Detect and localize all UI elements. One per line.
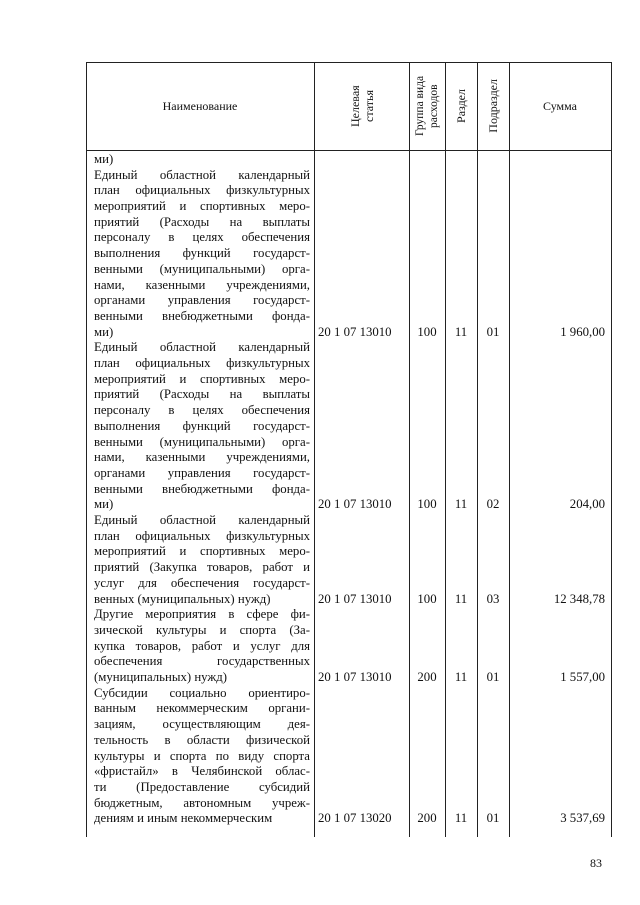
col-border-right [611, 62, 612, 837]
header-group [409, 62, 445, 150]
row-name-line: (муниципальных) нужд) [94, 670, 228, 685]
row-group-code: 200 [417, 670, 437, 685]
row-name-line: зической культуры и спорта (За- [94, 622, 310, 637]
row-name-line: выполнения функций государст- [94, 418, 310, 433]
row-name-line: дениям и иным некоммерческим [94, 811, 273, 826]
row-name-line: приятий (Расходы на выплаты [94, 214, 310, 229]
row-group-code: 100 [417, 497, 437, 512]
row-name-line: культуры и спорта по виду спорта [94, 748, 310, 763]
row-sum: 1 960,00 [560, 324, 605, 339]
row-name-line: «фристайл» в Челябинской облас- [94, 764, 310, 779]
row-section-code: 11 [454, 670, 468, 685]
header-section-text: Раздел [454, 89, 468, 123]
header-name-text: Наименование [162, 99, 238, 113]
row-name-line: персоналу в целях обеспечения [94, 403, 310, 418]
header-sum-text: Сумма [543, 99, 577, 113]
row-sum: 3 537,69 [560, 811, 605, 826]
row-name-line: приятий (Расходы на выплаты [94, 387, 310, 402]
col-border-target [409, 62, 410, 837]
header-target-text: Целевая статья [347, 85, 376, 127]
row-name-line: выполнения функций государст- [94, 246, 310, 261]
row-name-line: персоналу в целях обеспечения [94, 230, 310, 245]
row-name-line: услуг для обеспечения государст- [94, 575, 310, 590]
row-group-code: 100 [417, 591, 437, 606]
row-name-line: ванным некоммерческим органи- [94, 701, 310, 716]
row-name-line: органами управления государст- [94, 465, 310, 480]
header-subsection [477, 62, 509, 150]
row-name-line: приятий (Закупка товаров, работ и [94, 560, 310, 575]
header-bottom-border [86, 150, 612, 151]
row-name-line: мероприятий и спортивных меро- [94, 544, 310, 559]
row-name-line: план официальных физкультурных [94, 356, 310, 371]
row-name-line: план официальных физкультурных [94, 528, 310, 543]
row-name-line: мероприятий и спортивных меро- [94, 199, 310, 214]
row-group-code: 100 [417, 324, 437, 339]
row-name-line: нами, казенными учреждениями, [94, 277, 310, 292]
row-name-line: ми) [94, 497, 114, 512]
col-border-name [314, 62, 315, 837]
row-section-code: 11 [454, 591, 468, 606]
row-name-line: органами управления государст- [94, 293, 310, 308]
budget-table [86, 62, 612, 837]
row-name-line: бюджетным, автономным учреж- [94, 795, 310, 810]
row-target-code: 20 1 07 13010 [318, 497, 392, 512]
row-sum: 1 557,00 [560, 670, 605, 685]
col-border-section [477, 62, 478, 837]
header-sum [509, 62, 611, 150]
row-subsection-code: 01 [486, 670, 500, 685]
row-target-code: 20 1 07 13010 [318, 670, 392, 685]
row-subsection-code: 01 [486, 811, 500, 826]
row-section-code: 11 [454, 811, 468, 826]
page-number: 83 [590, 856, 602, 870]
row-name-line: тельность в области физической [94, 732, 310, 747]
row-name-line: план официальных физкультурных [94, 183, 310, 198]
col-border-left [86, 62, 87, 837]
row-subsection-code: 02 [486, 497, 500, 512]
header-section [445, 62, 477, 150]
header-target [314, 62, 409, 150]
row-name-line: Единый областной календарный [94, 340, 310, 355]
row-name-line: венными внебюджетными фонда- [94, 481, 310, 496]
row-name-line: венными внебюджетными фонда- [94, 308, 310, 323]
row-name-line: зациям, осуществляющим дея- [94, 717, 310, 732]
row-sum: 204,00 [569, 497, 605, 512]
header-subsection-text: Подраздел [486, 79, 500, 133]
row-group-code: 200 [417, 811, 437, 826]
header-group-text: Группа вида расходов [414, 75, 440, 137]
row-name-line: Другие мероприятия в сфере фи- [94, 607, 310, 622]
row-name-line: ти (Предоставление субсидий [94, 779, 310, 794]
header-name [86, 62, 314, 150]
row-target-code: 20 1 07 13020 [318, 811, 392, 826]
row-name-line: ми) [94, 324, 114, 339]
row-name-line: Единый областной календарный [94, 513, 310, 528]
row-section-code: 11 [454, 497, 468, 512]
row-section-code: 11 [454, 324, 468, 339]
row-name-line: Субсидии социально ориентиро- [94, 685, 310, 700]
row-name-line: венных (муниципальных) нужд) [94, 591, 271, 606]
row-target-code: 20 1 07 13010 [318, 324, 392, 339]
col-border-subsection [509, 62, 510, 837]
row-name-line: нами, казенными учреждениями, [94, 450, 310, 465]
row-name-line: мероприятий и спортивных меро- [94, 371, 310, 386]
row-name-line: обеспечения государственных [94, 654, 310, 669]
row-name-line: купка товаров, работ и услуг для [94, 638, 310, 653]
row-name-line: венными (муниципальными) орга- [94, 434, 310, 449]
row-name-line: Единый областной календарный [94, 167, 310, 182]
row-subsection-code: 01 [486, 324, 500, 339]
row-target-code: 20 1 07 13010 [318, 591, 392, 606]
row-sum: 12 348,78 [553, 591, 605, 606]
row-subsection-code: 03 [486, 591, 500, 606]
col-border-group [445, 62, 446, 837]
row-name-line: ми) [94, 152, 114, 166]
row-name-line: венными (муниципальными) орга- [94, 261, 310, 276]
